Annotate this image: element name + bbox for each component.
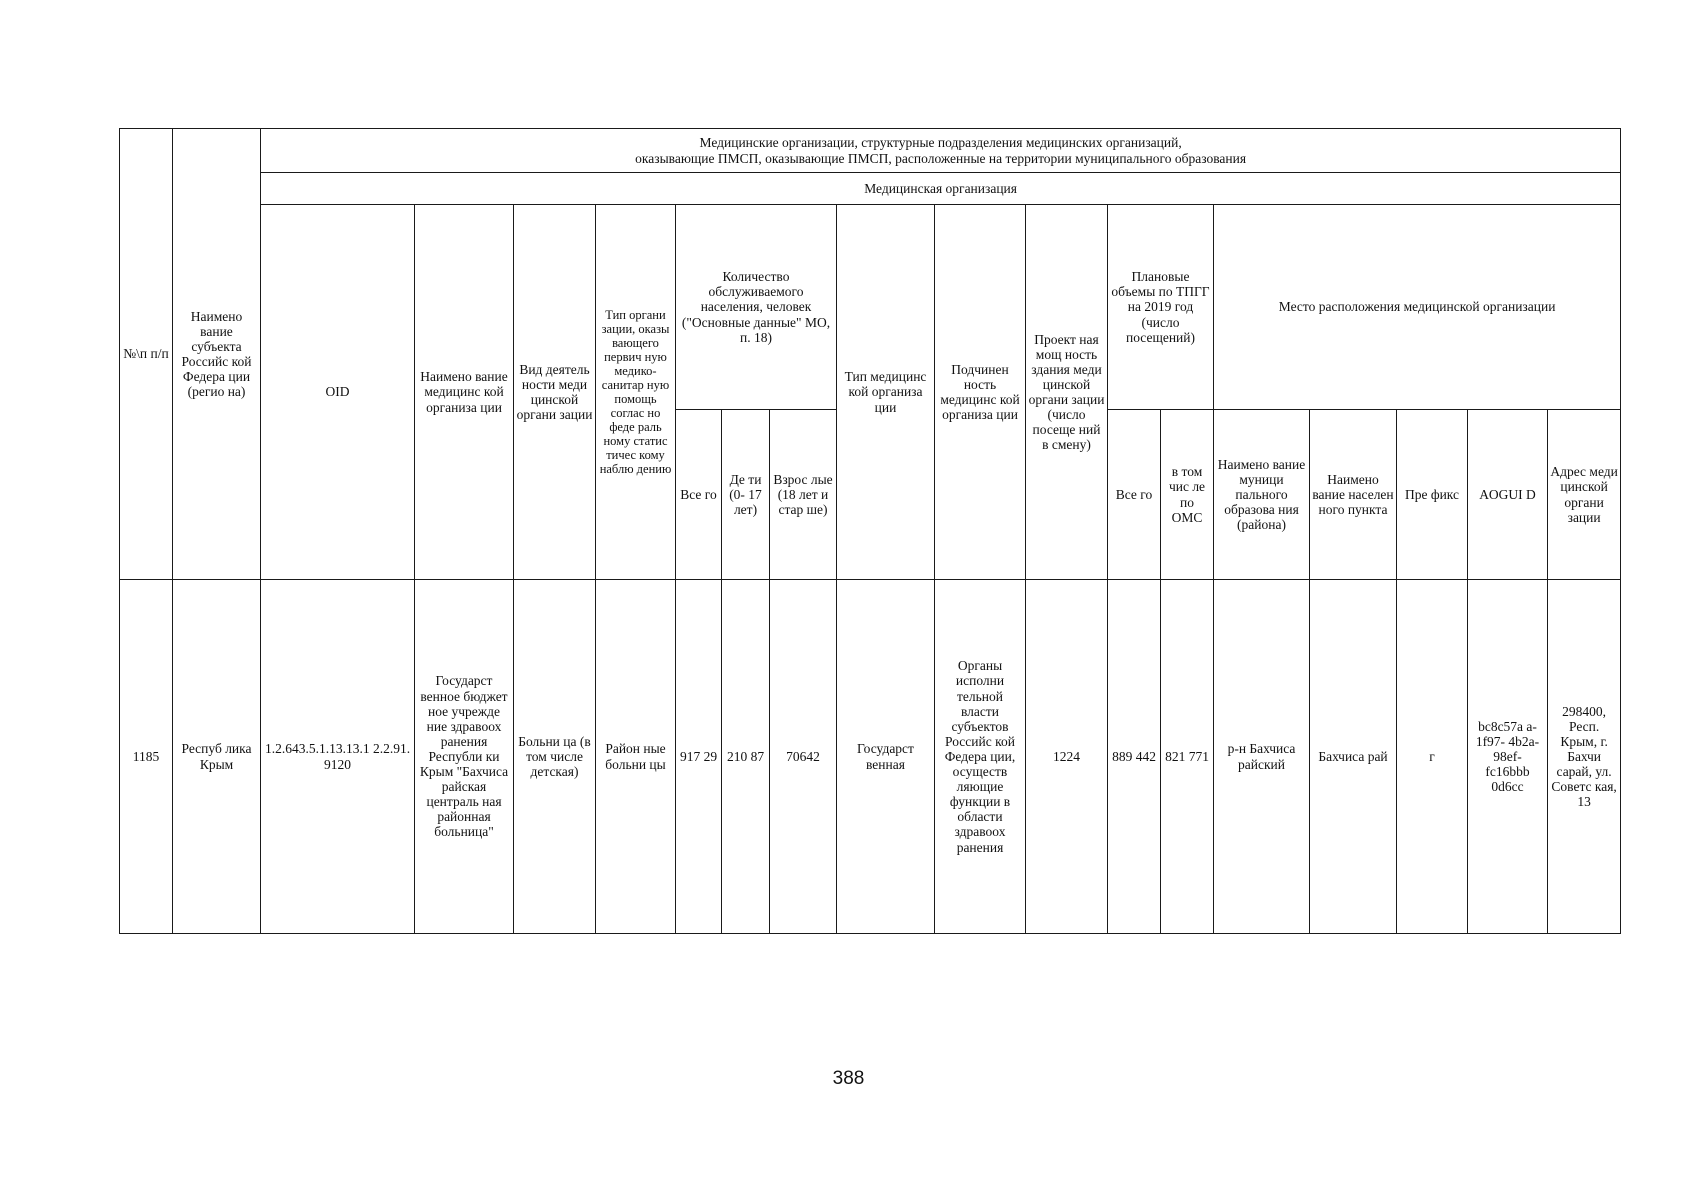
cell-prefix: г bbox=[1397, 580, 1468, 934]
header-med-org-type: Тип медицинс кой организа ции bbox=[837, 205, 935, 580]
medical-organizations-table bbox=[119, 128, 1621, 934]
header-pop-adults: Взрос лые (18 лет и стар ше) bbox=[770, 410, 837, 580]
group-title-line1: Медицинские организации, структурные подразделения медицинских организаций, bbox=[699, 135, 1182, 151]
cell-address: 298400, Респ. Крым, г. Бахчи сарай, ул. Советс кая, 13 bbox=[1548, 580, 1621, 934]
cell-capacity: 1224 bbox=[1026, 580, 1108, 934]
cell-subject: Респуб лика Крым bbox=[173, 580, 261, 934]
header-group-title bbox=[261, 129, 1621, 173]
header-location: Место расположения медицинской организации bbox=[1214, 205, 1621, 410]
header-planned: Плановые объемы по ТПГГ на 2019 год (число посещений) bbox=[1108, 205, 1214, 410]
page-number: 388 bbox=[832, 1068, 865, 1089]
header-aoguid: AOGUI D bbox=[1468, 410, 1548, 580]
cell-plan-total: 889 442 bbox=[1108, 580, 1161, 934]
header-subordination: Подчинен ность медицинс кой организа ции bbox=[935, 205, 1026, 580]
header-oid: OID bbox=[261, 205, 415, 580]
cell-aoguid: bc8c57a a-1f97- 4b2a- 98ef- fc16bbb 0d6cc bbox=[1468, 580, 1548, 934]
group-title-line2: оказывающие ПМСП, оказывающие ПМСП, расположенные на территории муниципального образования bbox=[635, 150, 1247, 166]
cell-org-type-pmsp: Район ные больни цы bbox=[596, 580, 676, 934]
cell-org-name: Государст венное бюджет ное учрежде ние здравоох ранения Республи ки Крым "Бахчиса райская централь ная районная больница" bbox=[415, 580, 514, 934]
header-capacity: Проект ная мощ ность здания меди цинской органи зации (число посеще ний в смену) bbox=[1026, 205, 1108, 580]
header-med-org: Медицинская организация bbox=[261, 173, 1621, 205]
header-settlement: Наимено вание населен ного пункта bbox=[1310, 410, 1397, 580]
header-subject: Наимено вание субъекта Российс кой Федера ции (регио на) bbox=[173, 129, 261, 580]
cell-plan-oms: 821 771 bbox=[1161, 580, 1214, 934]
cell-num: 1185 bbox=[120, 580, 173, 934]
header-activity: Вид деятель ности меди цинской органи зации bbox=[514, 205, 596, 580]
header-prefix: Пре фикс bbox=[1397, 410, 1468, 580]
table-row bbox=[120, 580, 1621, 934]
header-address: Адрес меди цинской органи зации bbox=[1548, 410, 1621, 580]
header-num: №\п п/п bbox=[120, 129, 173, 580]
cell-oid: 1.2.643.5.1.13.13.1 2.2.91.9120 bbox=[261, 580, 415, 934]
cell-pop-total: 917 29 bbox=[676, 580, 722, 934]
cell-settlement: Бахчиса рай bbox=[1310, 580, 1397, 934]
header-plan-total: Все го bbox=[1108, 410, 1161, 580]
header-plan-oms: в том чис ле по ОМС bbox=[1161, 410, 1214, 580]
cell-activity: Больни ца (в том числе детская) bbox=[514, 580, 596, 934]
cell-subordination: Органы исполни тельной власти субъектов Российс кой Федера ции, осуществ ляющие функции в области здравоох ранения bbox=[935, 580, 1026, 934]
header-pop-children: Де ти (0- 17 лет) bbox=[722, 410, 770, 580]
header-org-name: Наимено вание медицинс кой организа ции bbox=[415, 205, 514, 580]
cell-pop-adults: 70642 bbox=[770, 580, 837, 934]
header-population: Количество обслуживаемого населения, человек ("Основные данные" МО, п. 18) bbox=[676, 205, 837, 410]
cell-med-org-type: Государст венная bbox=[837, 580, 935, 934]
header-pop-total: Все го bbox=[676, 410, 722, 580]
cell-pop-children: 210 87 bbox=[722, 580, 770, 934]
header-municipality: Наимено вание муници пального образова ния (района) bbox=[1214, 410, 1310, 580]
header-org-type-pmsp: Тип органи зации, оказы вающего первич ную медико- санитар ную помощь соглас но феде раль ному статис тичес кому наблю дению bbox=[596, 205, 676, 580]
cell-municipality: р-н Бахчиса райский bbox=[1214, 580, 1310, 934]
